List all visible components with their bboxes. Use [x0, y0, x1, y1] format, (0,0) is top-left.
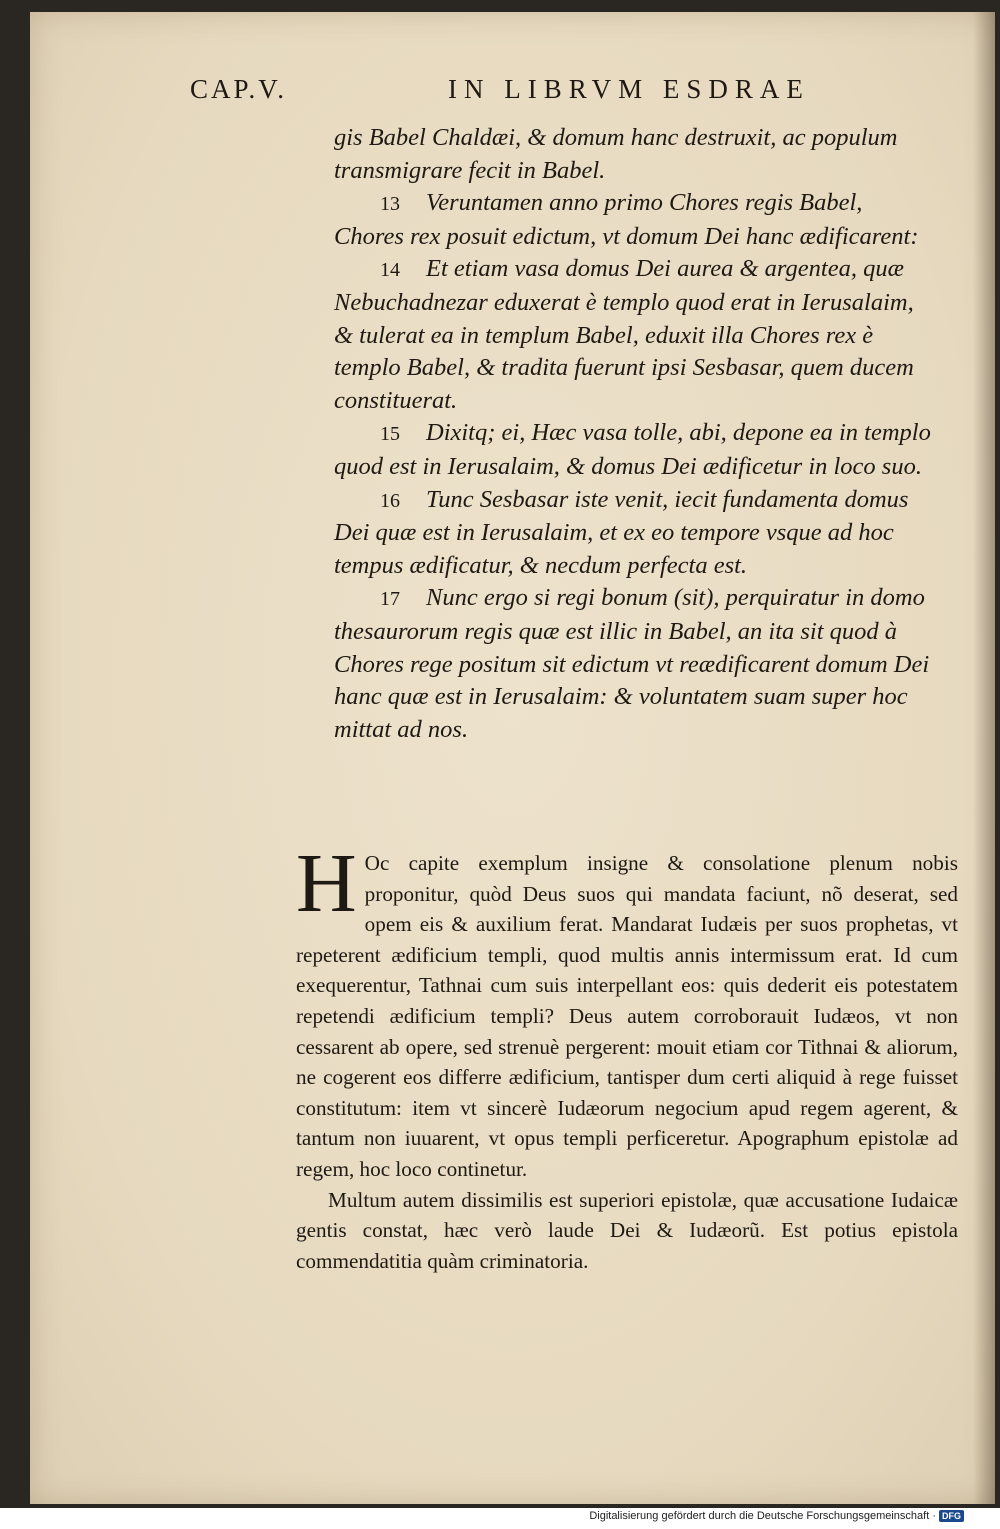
verse-number: 14: [380, 259, 400, 282]
footer-text: Digitalisierung gefördert durch die Deutsche Forschungsgemeinschaft ·: [589, 1510, 936, 1522]
commentary-text: Oc capite exemplum insigne & consolatione plenum nobis proponitur, quòd Deus suos qui mandata faciunt, nõ deserat, sed opem eis & auxilium ferat. Mandarat Iudæis per suos prophetas, vt repeterent ædificium templi, quod multis annis intermissum erat. Id cum exequerentur, Tathnai cum suis interpellant eos: quis dederit eis potestatem repetendi ædificium templi? Deus autem corroborauit Iudæos, vt non cessarent ab opere, sed strenuè pergerent: mouit etiam cor Tithnai & aliorum, ne cogerent eos differre ædificium, tantisper dum certi aliquid à rege fuisset constitutum: item vt sincerè Iudæorum negocium apud regem agerent, & tantum non iuuarent, vt opus templi perficeretur. Apographum epistolæ ad regem, hoc loco continetur.: [296, 851, 958, 1181]
book-title: IN LIBRVM ESDRAE: [448, 74, 810, 104]
verse-15: [334, 417, 934, 483]
verse-16: [334, 484, 934, 583]
running-head: [30, 74, 995, 114]
verse-17: [334, 582, 934, 746]
verse-number: 17: [380, 588, 400, 611]
verse-13: [334, 187, 934, 253]
digitization-footer: [589, 1510, 964, 1522]
chapter-label: CAP.V.: [190, 74, 288, 104]
verse-number: 16: [380, 489, 400, 512]
verse-text: Tunc Sesbasar iste venit, iecit fundamenta domus Dei quæ est in Ierusalaim, et ex eo tempore vsque ad hoc tempus ædificatur, & necdum perfecta est.: [334, 485, 909, 579]
verse-block: [334, 122, 934, 746]
verse-text: Dixitq; ei, Hæc vasa tolle, abi, depone ea in templo quod est in Ierusalaim, & domus Dei ædificetur in loco suo.: [334, 419, 931, 480]
drop-cap: H: [296, 837, 357, 930]
verse-continuation: gis Babel Chaldæi, & domum hanc destruxit, ac populum transmigrare fecit in Babel.: [334, 124, 898, 184]
commentary-block: [296, 837, 958, 1276]
verse-number: 13: [380, 193, 400, 216]
gutter-shadow: [973, 12, 995, 1504]
commentary-paragraph: [296, 837, 958, 1185]
verse-text: Veruntamen anno primo Chores regis Babel, Chores rex posuit edictum, vt domum Dei hanc ædificarent:: [334, 189, 919, 250]
commentary-paragraph: Multum autem dissimilis est superiori epistolæ, quæ accusatione Iudaicæ gentis constat, hæc verò laude Dei & Iudæorũ. Est potius epistola commendatitia quàm criminatoria.: [296, 1187, 958, 1273]
verse-number: 15: [380, 423, 400, 446]
verse-text: Et etiam vasa domus Dei aurea & argentea, quæ Nebuchadnezar eduxerat è templo quod erat in Ierusalaim, & tulerat ea in templum Babel, eduxit illa Chores rex è templo Babel, & tradita fuerunt ipsi Sesbasar, quem ducem constituerat.: [334, 255, 914, 414]
verse-14: [334, 253, 934, 417]
verse-text: Nunc ergo si regi bonum (sit), perquiratur in domo thesaurorum regis quæ est illic in Babel, an ita sit quod à Chores rege positum sit edictum vt reædificarent domum Dei hanc quæ est in Ierusalaim: & voluntatem suam super hoc mittat ad nos.: [334, 584, 930, 743]
book-page: [30, 12, 995, 1504]
dfg-logo[interactable]: DFG: [939, 1510, 964, 1522]
